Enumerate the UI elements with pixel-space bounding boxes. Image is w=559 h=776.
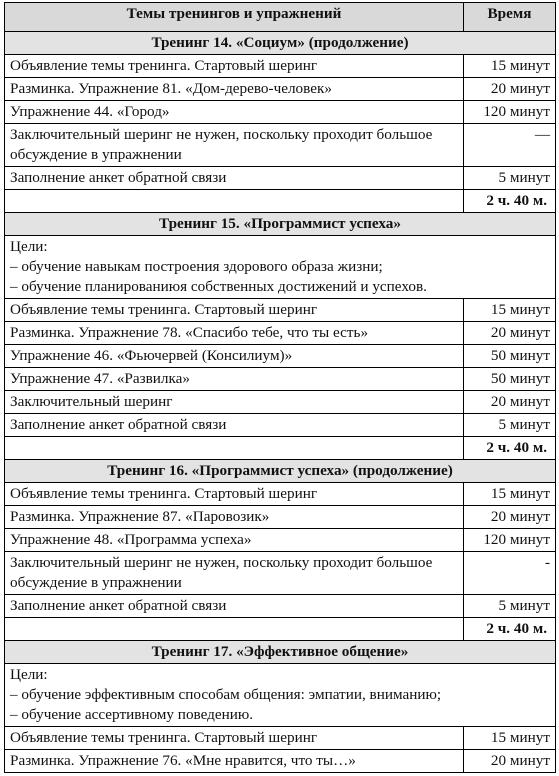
- activity-name: Разминка. Упражнение 87. «Паровозик»: [5, 506, 464, 529]
- activity-name: Упражнение 48. «Программа успеха»: [5, 529, 464, 552]
- activity-time: 5 минут: [464, 595, 556, 618]
- header-topic: Темы тренингов и упражнений: [5, 3, 464, 32]
- activity-name: Заключительный шеринг не нужен, поскольку проходит большое обсуждение в упражнении: [5, 124, 464, 167]
- total-time: 2 ч. 40 м.: [464, 190, 556, 213]
- activity-time: 50 минут: [464, 368, 556, 391]
- activity-row: [5, 750, 556, 773]
- activity-name: Разминка. Упражнение 81. «Дом-дерево-человек»: [5, 78, 464, 101]
- goals-label: Цели:: [10, 238, 48, 255]
- activity-row: [5, 414, 556, 437]
- total-spacer: [5, 618, 464, 641]
- goals-cell: [5, 664, 556, 727]
- activity-row: [5, 529, 556, 552]
- section-title: Тренинг 17. «Эффективное общение»: [5, 641, 556, 664]
- activity-name: Упражнение 44. «Город»: [5, 101, 464, 124]
- activity-time: 20 минут: [464, 750, 556, 773]
- total-spacer: [5, 190, 464, 213]
- section-title-row: [5, 641, 556, 664]
- activity-time: 20 минут: [464, 506, 556, 529]
- activity-time: -: [464, 552, 556, 595]
- activity-time: 15 минут: [464, 727, 556, 750]
- activity-row: [5, 552, 556, 595]
- activity-row: [5, 124, 556, 167]
- total-row: [5, 190, 556, 213]
- training-schedule: [4, 2, 555, 773]
- section-title-row: [5, 213, 556, 236]
- activity-time: 120 минут: [464, 101, 556, 124]
- activity-row: [5, 345, 556, 368]
- activity-row: [5, 595, 556, 618]
- activity-row: [5, 368, 556, 391]
- activity-row: [5, 78, 556, 101]
- activity-row: [5, 391, 556, 414]
- activity-row: [5, 55, 556, 78]
- activity-row: [5, 299, 556, 322]
- goal-item: – обучение планированиюя собственных достижений и успехов.: [10, 278, 427, 295]
- activity-name: Заполнение анкет обратной связи: [5, 595, 464, 618]
- section-title-row: [5, 460, 556, 483]
- activity-name: Объявление темы тренинга. Стартовый шеринг: [5, 727, 464, 750]
- goals-row: [5, 664, 556, 727]
- activity-row: [5, 506, 556, 529]
- activity-name: Заполнение анкет обратной связи: [5, 167, 464, 190]
- section-title: Тренинг 15. «Программист успеха»: [5, 213, 556, 236]
- activity-row: [5, 727, 556, 750]
- activity-time: 15 минут: [464, 483, 556, 506]
- total-row: [5, 437, 556, 460]
- header-time: Время: [464, 3, 556, 32]
- activity-time: 20 минут: [464, 78, 556, 101]
- activity-name: Объявление темы тренинга. Стартовый шеринг: [5, 299, 464, 322]
- activity-name: Объявление темы тренинга. Стартовый шеринг: [5, 483, 464, 506]
- activity-time: 15 минут: [464, 299, 556, 322]
- goals-row: [5, 236, 556, 299]
- activity-row: [5, 322, 556, 345]
- goal-item: – обучение ассертивному поведению.: [10, 706, 254, 723]
- activity-name: Заключительный шеринг не нужен, поскольку проходит большое обсуждение в упражнении: [5, 552, 464, 595]
- activity-time: 20 минут: [464, 391, 556, 414]
- activity-time: —: [464, 124, 556, 167]
- goal-item: – обучение эффективным способам общения: эмпатии, вниманию;: [10, 686, 442, 703]
- activity-time: 120 минут: [464, 529, 556, 552]
- activity-name: Упражнение 47. «Развилка»: [5, 368, 464, 391]
- section-title: Тренинг 14. «Социум» (продолжение): [5, 32, 556, 55]
- schedule-table: [4, 2, 556, 773]
- activity-name: Упражнение 46. «Фьючервей (Консилиум)»: [5, 345, 464, 368]
- activity-name: Заключительный шеринг: [5, 391, 464, 414]
- total-spacer: [5, 437, 464, 460]
- total-time: 2 ч. 40 м.: [464, 618, 556, 641]
- activity-time: 5 минут: [464, 167, 556, 190]
- activity-name: Разминка. Упражнение 76. «Мне нравится, что ты…»: [5, 750, 464, 773]
- activity-time: 20 минут: [464, 322, 556, 345]
- total-row: [5, 618, 556, 641]
- activity-row: [5, 483, 556, 506]
- activity-name: Заполнение анкет обратной связи: [5, 414, 464, 437]
- activity-time: 15 минут: [464, 55, 556, 78]
- activity-name: Разминка. Упражнение 78. «Спасибо тебе, что ты есть»: [5, 322, 464, 345]
- activity-row: [5, 167, 556, 190]
- activity-row: [5, 101, 556, 124]
- goal-item: – обучение навыкам построения здорового образа жизни;: [10, 258, 383, 275]
- section-title: Тренинг 16. «Программист успеха» (продолжение): [5, 460, 556, 483]
- activity-time: 50 минут: [464, 345, 556, 368]
- goals-cell: [5, 236, 556, 299]
- activity-name: Объявление темы тренинга. Стартовый шеринг: [5, 55, 464, 78]
- header-row: [5, 3, 556, 32]
- activity-time: 5 минут: [464, 414, 556, 437]
- total-time: 2 ч. 40 м.: [464, 437, 556, 460]
- goals-label: Цели:: [10, 666, 48, 683]
- section-title-row: [5, 32, 556, 55]
